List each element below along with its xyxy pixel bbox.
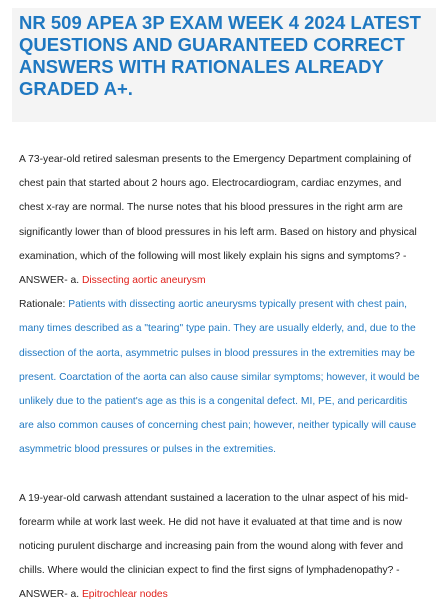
rationale-line: many times described as a "tearing" type pain. They are usually elderly, and, due to the <box>19 323 416 335</box>
title-line: ANSWERS WITH RATIONALES ALREADY <box>19 56 384 77</box>
title-line: GRADED A+. <box>19 78 133 99</box>
rationale-line: unlikely due to the patient's age as this is a congenital defect. MI, PE, and pericarditis <box>19 396 408 408</box>
answer-line <box>19 269 439 293</box>
question-stem-line: chest pain that started about 2 hours ago. Electrocardiogram, cardiac enzymes, and <box>19 178 402 190</box>
answer-prefix: ANSWER- a. <box>19 589 82 601</box>
question-stem-line: significantly lower than of blood pressures in his left arm. Based on history and physical <box>19 226 417 238</box>
question-stem-line: A 73-year-old retired salesman presents to the Emergency Department complaining of <box>19 154 412 165</box>
question-stem-line: examination, which of the following will most likely explain his signs and symptoms? - <box>19 250 407 262</box>
title-line: NR 509 APEA 3P EXAM WEEK 4 2024 LATEST <box>19 12 421 33</box>
rationale-text: Patients with dissecting aortic aneurysms typically present with chest pain, <box>68 299 408 311</box>
answer-line <box>19 583 439 607</box>
rationale-line: asymmetric blood pressures or pulses in the extremities. <box>19 444 276 456</box>
question-stem-line: A 19-year-old carwash attendant sustained a laceration to the ulnar aspect of his mid- <box>19 492 409 504</box>
rationale-prefix: Rationale: <box>19 299 69 311</box>
document-title <box>19 12 439 100</box>
rationale-line: dissection of the aorta, asymmetric pulses in blood pressures in the extremities may be <box>19 347 416 359</box>
rationale-line <box>19 293 439 317</box>
question-1 <box>19 148 439 463</box>
answer-text: Epitrochlear nodes <box>81 589 168 601</box>
question-spacer <box>19 463 439 487</box>
question-2 <box>19 487 439 608</box>
question-stem-line: chills. Where would the clinician expect to find the first signs of lymphadenopathy? - <box>19 565 400 577</box>
question-stem-line: noticing purulent discharge and increasing pain from the wound along with fever and <box>19 541 404 553</box>
answer-prefix: ANSWER- a. <box>19 275 82 287</box>
question-stem-line: chest x-ray are normal. The nurse notes that his blood pressures in the right arm are <box>19 202 403 214</box>
question-stem-line: forearm while at work last week. He did not have it evaluated at that time and is now <box>19 516 402 528</box>
title-line: QUESTIONS AND GUARANTEED CORRECT <box>19 34 405 55</box>
rationale-line: present. Coarctation of the aorta can also cause similar symptoms; however, it would be <box>19 371 420 383</box>
answer-text: Dissecting aortic aneurysm <box>81 275 206 287</box>
document-body <box>19 148 439 608</box>
rationale-line: are also common causes of concerning chest pain; however, neither typically will cause <box>19 420 417 432</box>
